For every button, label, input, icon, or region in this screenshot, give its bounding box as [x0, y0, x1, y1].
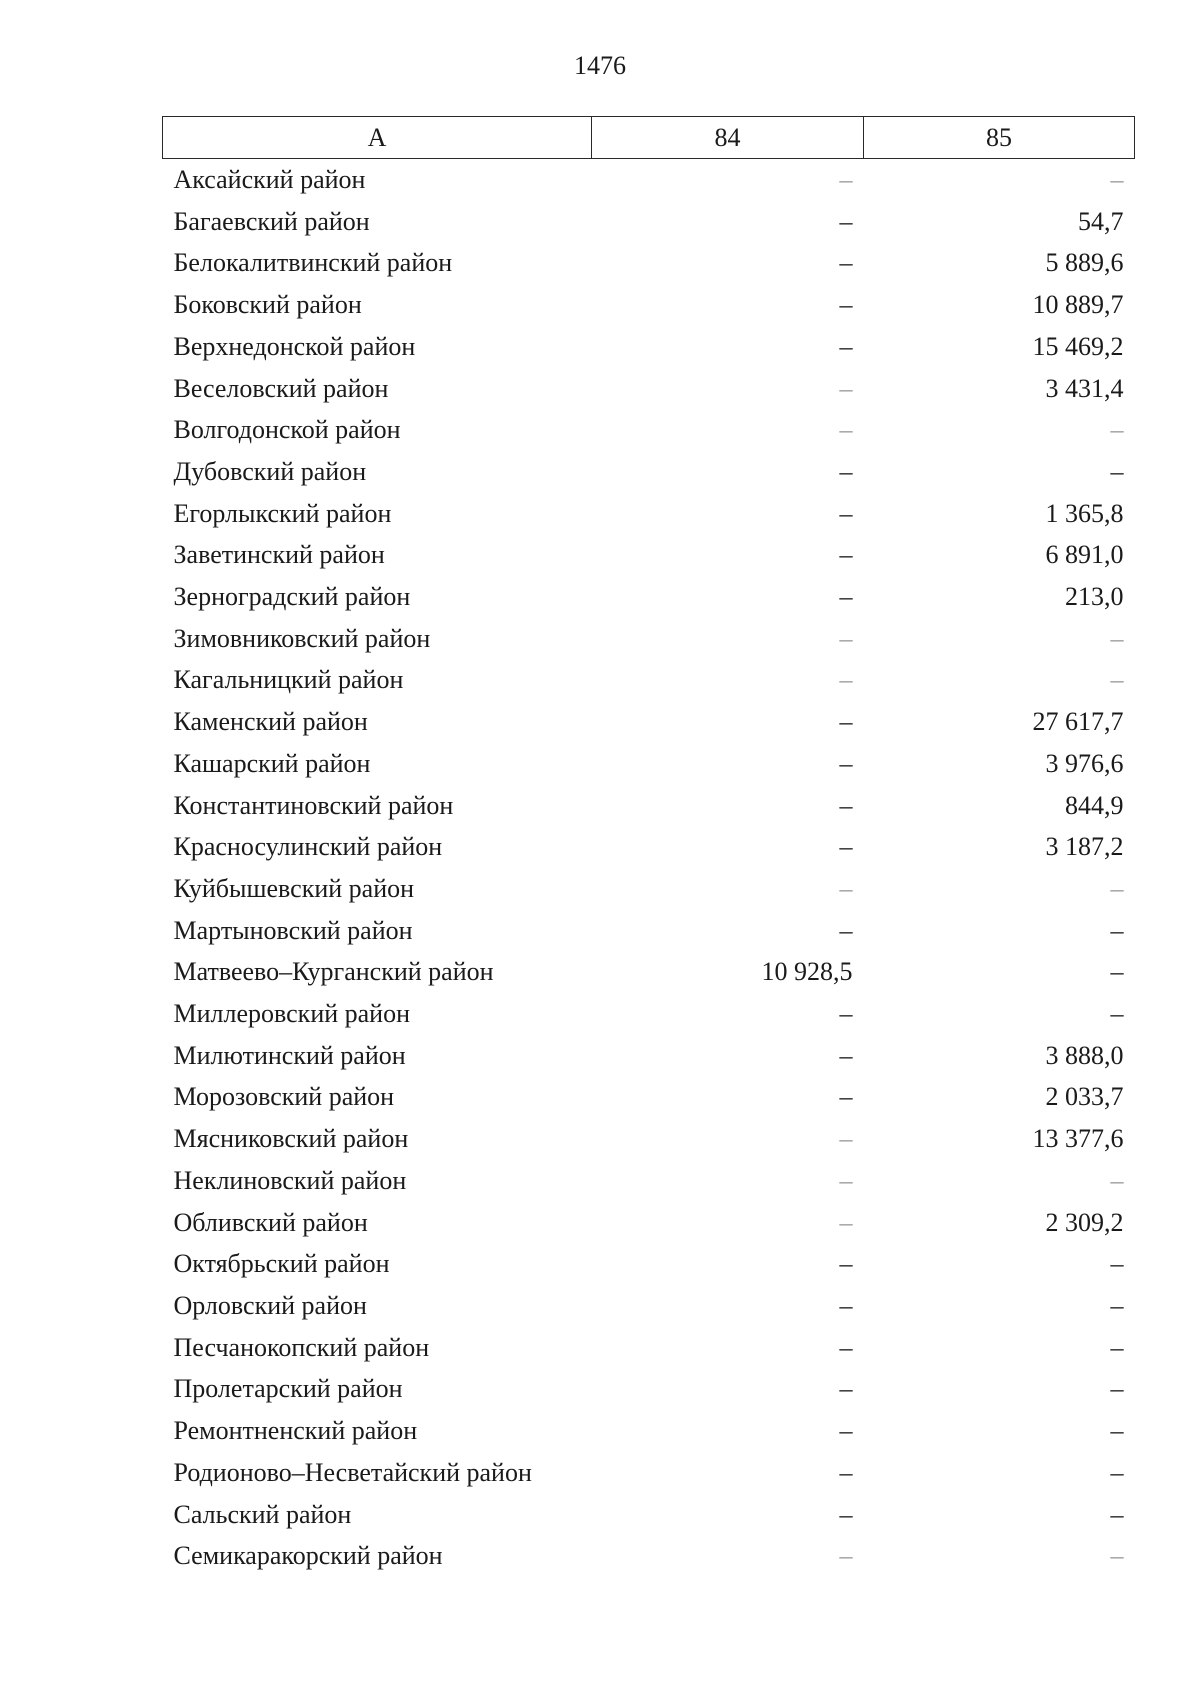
district-name: Кашарский район: [173, 748, 371, 778]
value-col-85: –: [1110, 665, 1124, 695]
district-name: Родионово–Несветайский район: [173, 1457, 532, 1487]
district-name: Пролетарский район: [173, 1374, 403, 1404]
table-row: [163, 868, 1135, 910]
value-col-84: 10 928,5: [761, 957, 853, 987]
table-row: [163, 1368, 1135, 1410]
table-row: [163, 826, 1135, 868]
district-name: Куйбышевский район: [173, 873, 415, 903]
district-name: Песчанокопский район: [173, 1332, 430, 1362]
value-col-84: –: [839, 1165, 853, 1195]
district-name: Матвеево–Курганский район: [173, 957, 494, 987]
value-col-84: –: [839, 1040, 853, 1070]
value-col-84: –: [839, 1457, 853, 1487]
district-name: Зерноградский район: [173, 582, 411, 612]
page-number: 1476: [574, 51, 626, 80]
table-row: [163, 1243, 1135, 1285]
value-col-85: –: [1110, 623, 1124, 653]
table-row: [163, 1452, 1135, 1494]
table-header: [163, 117, 1135, 159]
district-name: Орловский район: [173, 1290, 367, 1320]
value-col-84: –: [839, 498, 853, 528]
value-col-84: –: [839, 206, 853, 236]
value-col-84: –: [839, 1082, 853, 1112]
value-col-85: 10 889,7: [1032, 290, 1124, 320]
value-col-84: –: [839, 790, 853, 820]
table-body: [163, 159, 1135, 1577]
column-header-84: 84: [592, 117, 864, 159]
value-col-85: –: [1110, 1499, 1124, 1529]
value-col-85: –: [1110, 1416, 1124, 1446]
table-row: [163, 493, 1135, 535]
district-name: Обливский район: [173, 1207, 368, 1237]
district-name: Морозовский район: [173, 1082, 395, 1112]
table-row: [163, 659, 1135, 701]
value-col-85: 6 891,0: [1045, 540, 1124, 570]
value-col-84: –: [839, 373, 853, 403]
table-row: [163, 1160, 1135, 1202]
value-col-85: –: [1110, 1290, 1124, 1320]
value-col-85: 3 888,0: [1045, 1040, 1124, 1070]
district-name: Мясниковский район: [173, 1124, 409, 1154]
value-col-85: –: [1110, 1165, 1124, 1195]
table-row: [163, 409, 1135, 451]
value-col-84: –: [839, 1332, 853, 1362]
district-name: Аксайский район: [173, 165, 366, 194]
value-col-85: 5 889,6: [1045, 248, 1124, 278]
table-row: [163, 951, 1135, 993]
district-name: Егорлыкский район: [173, 498, 392, 528]
table-row: [163, 910, 1135, 952]
value-col-84: –: [839, 1249, 853, 1279]
value-col-84: –: [839, 290, 853, 320]
value-col-85: –: [1110, 1249, 1124, 1279]
district-name: Неклиновский район: [173, 1165, 407, 1195]
value-col-84: –: [839, 248, 853, 278]
value-col-85: –: [1110, 873, 1124, 903]
value-col-85: –: [1110, 1457, 1124, 1487]
district-name: Зимовниковский район: [173, 623, 431, 653]
table-row: [163, 1076, 1135, 1118]
district-name: Каменский район: [173, 707, 368, 737]
table-row: [163, 1202, 1135, 1244]
value-col-84: –: [839, 1541, 853, 1571]
value-col-85: –: [1110, 957, 1124, 987]
value-col-85: 213,0: [1065, 582, 1124, 612]
value-col-85: 3 431,4: [1045, 373, 1124, 403]
district-name: Волгодонской район: [173, 415, 401, 445]
table-row: [163, 159, 1135, 201]
table-row: [163, 1535, 1135, 1577]
district-name: Миллеровский район: [173, 999, 411, 1029]
value-col-85: 1 365,8: [1045, 498, 1124, 528]
table-row: [163, 368, 1135, 410]
value-col-84: –: [839, 1290, 853, 1320]
district-name: Милютинский район: [173, 1040, 406, 1070]
value-col-85: 2 309,2: [1045, 1207, 1124, 1237]
value-col-84: –: [839, 665, 853, 695]
value-col-85: 2 033,7: [1045, 1082, 1124, 1112]
value-col-84: –: [839, 832, 853, 862]
value-col-84: –: [839, 707, 853, 737]
district-name: Мартыновский район: [173, 915, 413, 945]
value-col-85: 15 469,2: [1032, 331, 1124, 361]
table-row: [163, 326, 1135, 368]
table-row: [163, 576, 1135, 618]
table-row: [163, 1285, 1135, 1327]
data-table: [162, 116, 1135, 1577]
table-row: [163, 743, 1135, 785]
value-col-84: –: [839, 331, 853, 361]
column-header-85: 85: [864, 117, 1135, 159]
value-col-85: –: [1110, 456, 1124, 486]
value-col-85: –: [1110, 915, 1124, 945]
district-name: Белокалитвинский район: [173, 248, 453, 278]
table-row: [163, 451, 1135, 493]
table-row: [163, 534, 1135, 576]
table-row: [163, 618, 1135, 660]
table-row: [163, 1327, 1135, 1369]
table-row: [163, 1410, 1135, 1452]
value-col-84: –: [839, 540, 853, 570]
value-col-85: –: [1110, 415, 1124, 445]
value-col-85: 54,7: [1078, 206, 1124, 236]
value-col-84: –: [839, 915, 853, 945]
district-name: Сальский район: [173, 1499, 352, 1529]
value-col-84: –: [839, 873, 853, 903]
value-col-85: 3 976,6: [1045, 748, 1124, 778]
district-name: Боковский район: [173, 290, 362, 320]
table-row: [163, 785, 1135, 827]
table-row: [163, 1035, 1135, 1077]
value-col-85: –: [1110, 999, 1124, 1029]
table-row: [163, 284, 1135, 326]
value-col-85: 27 617,7: [1032, 707, 1124, 737]
value-col-84: –: [839, 1416, 853, 1446]
district-name: Кагальницкий район: [173, 665, 404, 695]
value-col-84: –: [839, 623, 853, 653]
district-name: Багаевский район: [173, 206, 370, 236]
value-col-84: –: [839, 999, 853, 1029]
district-name: Семикаракорский район: [173, 1541, 443, 1571]
district-name: Веселовский район: [173, 373, 389, 403]
value-col-85: 844,9: [1065, 790, 1124, 820]
value-col-85: –: [1110, 1541, 1124, 1571]
table-row: [163, 1494, 1135, 1536]
value-col-85: 3 187,2: [1045, 832, 1124, 862]
value-col-84: –: [839, 582, 853, 612]
district-name: Ремонтненский район: [173, 1416, 418, 1446]
table-row: [163, 1118, 1135, 1160]
district-name: Заветинский район: [173, 540, 385, 570]
value-col-85: –: [1110, 1374, 1124, 1404]
value-col-85: –: [1110, 165, 1124, 194]
table-row: [163, 242, 1135, 284]
value-col-84: –: [839, 165, 853, 194]
value-col-85: –: [1110, 1332, 1124, 1362]
value-col-84: –: [839, 1499, 853, 1529]
value-col-84: –: [839, 1207, 853, 1237]
header-row: [163, 117, 1135, 159]
value-col-84: –: [839, 748, 853, 778]
value-col-84: –: [839, 1374, 853, 1404]
district-name: Верхнедонской район: [173, 331, 416, 361]
district-name: Дубовский район: [173, 456, 367, 486]
value-col-85: 13 377,6: [1032, 1124, 1124, 1154]
value-col-84: –: [839, 456, 853, 486]
value-col-84: –: [839, 1124, 853, 1154]
column-header-a: А: [163, 117, 592, 159]
value-col-84: –: [839, 415, 853, 445]
district-name: Константиновский район: [173, 790, 454, 820]
district-name: Красносулинский район: [173, 832, 443, 862]
district-name: Октябрьский район: [173, 1249, 390, 1279]
table-row: [163, 201, 1135, 243]
table-row: [163, 993, 1135, 1035]
table-row: [163, 701, 1135, 743]
